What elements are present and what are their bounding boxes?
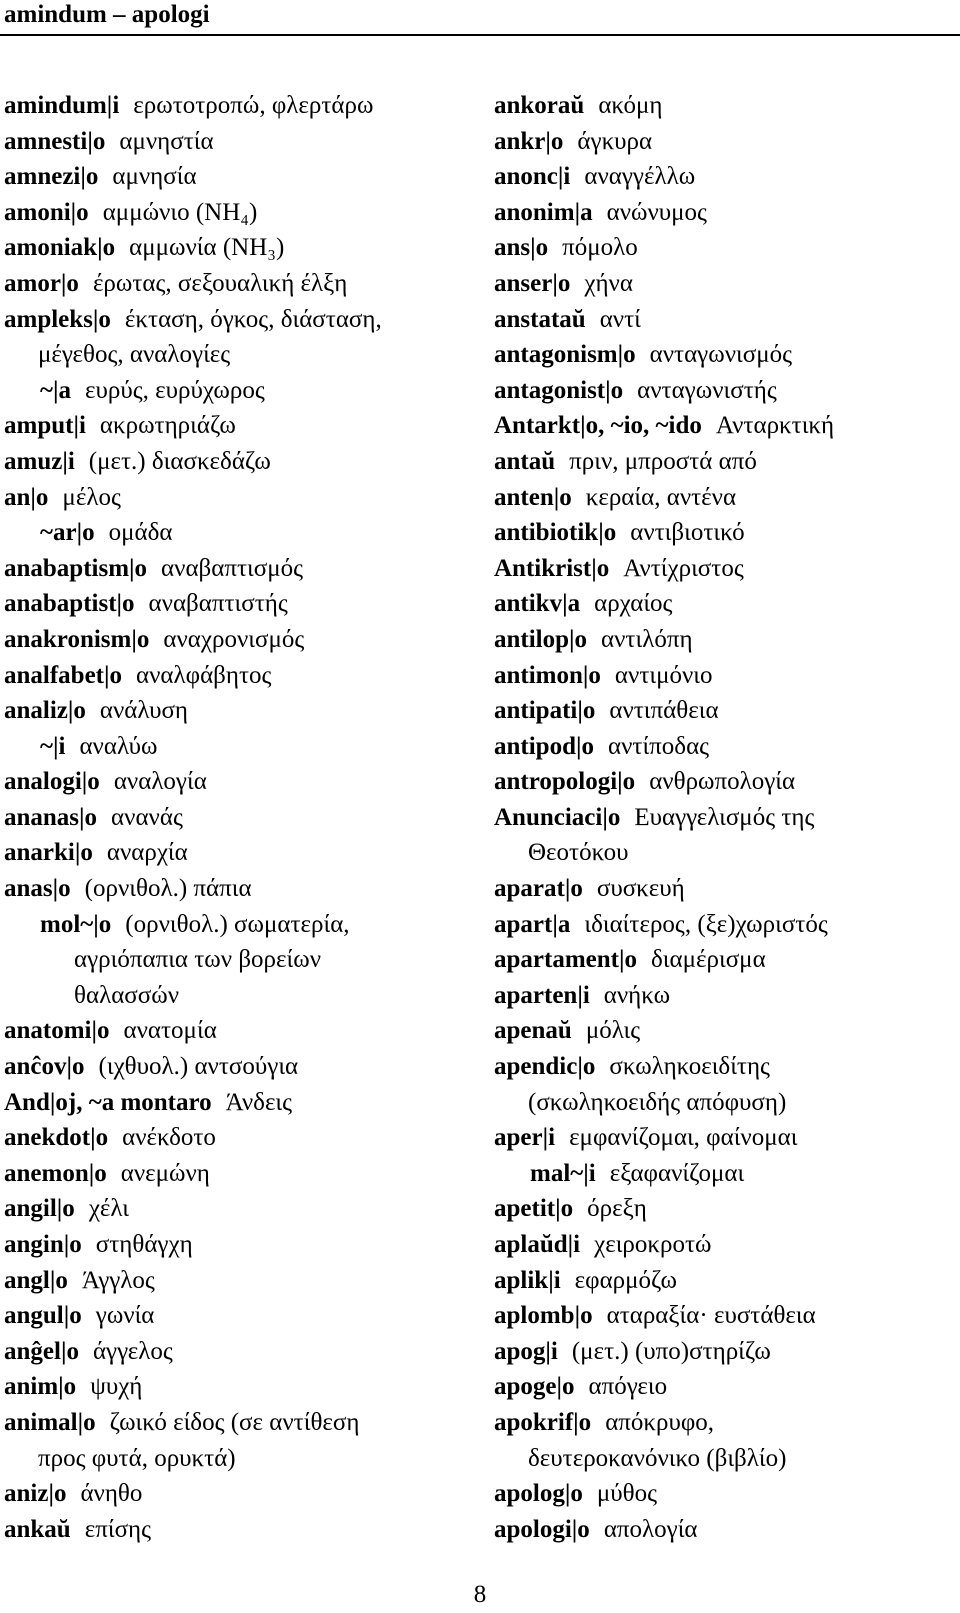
entry-headword: amindum|i — [4, 92, 120, 119]
entry-definition: μύθος — [596, 1480, 658, 1508]
page-header — [0, 0, 960, 36]
dictionary-entry — [494, 266, 956, 302]
dictionary-entry — [494, 978, 956, 1014]
entry-definition: αντίποδας — [608, 732, 710, 760]
dictionary-entry — [494, 1013, 956, 1049]
entry-headword: analiz|o — [4, 697, 86, 725]
entry-definition: μέλος — [62, 483, 121, 511]
entry-definition: Θεοτόκου — [528, 839, 629, 867]
entry-headword: anakronism|o — [4, 625, 150, 653]
entry-headword: antropologi|o — [494, 768, 636, 796]
dictionary-entry — [4, 1013, 474, 1049]
entry-headword: antilop|o — [494, 625, 588, 653]
dictionary-entry — [4, 88, 474, 124]
entry-definition: έρωτας, σεξουαλική έλξη — [92, 269, 348, 297]
entry-definition: ανεμώνη — [120, 1159, 210, 1187]
dictionary-entry — [494, 1049, 956, 1085]
entry-definition: αμνησία — [112, 163, 197, 191]
dictionary-entry — [4, 408, 474, 444]
dictionary-entry — [4, 1049, 474, 1085]
dictionary-entry — [494, 800, 956, 836]
dictionary-entry — [4, 1405, 474, 1441]
entry-headword: angin|o — [4, 1231, 82, 1258]
entry-definition: Ευαγγελισμός της — [634, 803, 815, 831]
dictionary-entry — [4, 622, 474, 658]
dictionary-entry — [4, 1227, 474, 1263]
dictionary-entry — [4, 658, 474, 694]
entry-definition: εφαρμόζω — [574, 1266, 677, 1294]
dictionary-entry — [4, 800, 474, 836]
entry-headword: ankr|o — [494, 127, 564, 155]
dictionary-entry — [494, 1085, 956, 1121]
entry-headword: apart|a — [494, 910, 571, 938]
entry-definition: άγγελος — [92, 1337, 173, 1365]
entry-headword: anim|o — [4, 1373, 77, 1401]
entry-definition: αγριόπαπια των βορείων — [74, 946, 321, 974]
entry-definition: αταραξία· ευστάθεια — [606, 1302, 816, 1330]
entry-definition: θαλασσών — [74, 981, 180, 1009]
entry-definition: αναβαπτισμός — [161, 554, 304, 582]
entry-headword: apenaŭ — [494, 1017, 572, 1045]
entry-headword: amuz|i — [4, 447, 75, 475]
entry-headword: anstataŭ — [494, 305, 586, 333]
entry-headword: anabaptism|o — [4, 554, 148, 582]
dictionary-entry — [4, 1476, 474, 1512]
entry-definition: επίσης — [84, 1515, 152, 1543]
entry-headword: aplik|i — [494, 1266, 561, 1294]
entry-definition: εμφανίζομαι, φαίνομαι — [569, 1124, 798, 1152]
entry-definition: μόλις — [585, 1017, 641, 1045]
dictionary-entry — [494, 230, 956, 266]
dictionary-entry — [4, 835, 474, 871]
dictionary-entry — [4, 444, 474, 480]
entry-definition: Άνδεις — [225, 1088, 293, 1116]
entry-definition: αναλφάβητος — [136, 661, 272, 689]
entry-definition: ζωικό είδος (σε αντίθεση — [109, 1408, 360, 1436]
entry-headword: angul|o — [4, 1302, 82, 1330]
entry-definition: ανάλυση — [99, 697, 189, 725]
dictionary-entry — [494, 1191, 956, 1227]
dictionary-entry — [494, 124, 956, 160]
dictionary-entry — [4, 942, 474, 978]
dictionary-entry — [4, 195, 474, 231]
entry-definition: (σκωληκοειδής απόφυση) — [528, 1088, 787, 1116]
entry-headword: amnezi|o — [4, 163, 99, 191]
entry-headword: aplaŭd|i — [494, 1231, 581, 1258]
entry-headword: anemon|o — [4, 1159, 107, 1187]
entry-headword: analfabet|o — [4, 661, 123, 689]
entry-definition: στηθάγχη — [95, 1231, 193, 1258]
entry-definition: απολογία — [603, 1515, 698, 1543]
entry-definition: (ιχθυολ.) αντσούγια — [98, 1053, 299, 1081]
entry-headword: antipod|o — [494, 732, 594, 760]
dictionary-entry — [494, 1405, 956, 1441]
entry-definition: αντιλόπη — [601, 625, 693, 653]
dictionary-entry — [4, 230, 474, 266]
dictionary-entry — [494, 444, 956, 480]
dictionary-entry — [494, 302, 956, 338]
dictionary-entry — [494, 1263, 956, 1299]
entry-definition: (μετ.) (υπο)στηρίζω — [571, 1337, 771, 1365]
left-column — [4, 88, 474, 1547]
entry-headword: antagonist|o — [494, 376, 624, 404]
entry-definition: έκταση, όγκος, διάσταση, — [124, 305, 382, 333]
entry-headword: aparat|o — [494, 875, 583, 903]
entry-headword: antagonism|o — [494, 341, 636, 369]
entry-definition: Αντίχριστος — [623, 554, 744, 582]
entry-definition: αντί — [599, 305, 641, 333]
entry-definition: χέλι — [88, 1195, 129, 1223]
dictionary-entry — [4, 337, 474, 373]
entry-definition: αναρχία — [106, 839, 188, 867]
entry-definition: σκωληκοειδίτης — [609, 1053, 770, 1081]
dictionary-entry — [494, 907, 956, 943]
dictionary-entry — [494, 764, 956, 800]
dictionary-entry — [494, 195, 956, 231]
entry-definition: άγκυρα — [577, 127, 653, 155]
dictionary-entry — [4, 693, 474, 729]
dictionary-entry — [4, 480, 474, 516]
entry-definition: εξαφανίζομαι — [609, 1159, 745, 1187]
entry-definition: μέγεθος, αναλογίες — [38, 341, 231, 369]
entry-headword: Anunciaci|o — [494, 803, 621, 831]
dictionary-entry — [494, 942, 956, 978]
dictionary-entry — [4, 373, 474, 409]
dictionary-entry — [4, 266, 474, 302]
entry-definition: πόμολο — [562, 234, 638, 262]
entry-definition: αντιμόνιο — [614, 661, 713, 689]
dictionary-entry — [494, 1334, 956, 1370]
dictionary-entry — [494, 693, 956, 729]
dictionary-entry — [494, 622, 956, 658]
entry-headword: apolog|o — [494, 1480, 583, 1508]
entry-headword: amoniak|o — [4, 234, 116, 262]
entry-definition: ανατομία — [123, 1017, 217, 1045]
entry-headword: aper|i — [494, 1124, 556, 1152]
dictionary-entry — [494, 835, 956, 871]
dictionary-entry — [4, 1441, 474, 1477]
dictionary-entry — [4, 1512, 474, 1548]
entry-headword: apendic|o — [494, 1053, 596, 1081]
entry-definition: κεραία, αντένα — [585, 483, 737, 511]
entry-definition: όρεξη — [587, 1195, 647, 1223]
dictionary-entry — [4, 1298, 474, 1334]
entry-definition: (μετ.) διασκεδάζω — [88, 447, 271, 475]
entry-definition: ανταγωνιστής — [637, 376, 777, 404]
dictionary-entry — [4, 729, 474, 765]
entry-headword: antikv|a — [494, 590, 581, 618]
entry-definition: αναχρονισμός — [163, 625, 305, 653]
entry-headword: anonim|a — [494, 198, 593, 226]
entry-definition: χήνα — [584, 269, 633, 297]
entry-definition: απόκρυφο, — [605, 1408, 715, 1436]
entry-definition: ιδιαίτερος, (ξε)χωριστός — [584, 910, 828, 938]
entry-headword: antaŭ — [494, 447, 556, 475]
entry-headword: animal|o — [4, 1408, 96, 1436]
entry-definition: άνηθο — [80, 1480, 143, 1508]
entry-headword: angl|o — [4, 1266, 68, 1294]
entry-headword: Antikrist|o — [494, 554, 610, 582]
entry-definition: ερωτοτροπώ, φλερτάρω — [133, 92, 374, 119]
entry-definition: ψυχή — [90, 1373, 143, 1401]
entry-definition: ανέκδοτο — [122, 1124, 216, 1152]
dictionary-entry — [494, 480, 956, 516]
entry-headword: anĝel|o — [4, 1337, 79, 1365]
entry-headword: antibiotik|o — [494, 519, 617, 547]
entry-definition: γωνία — [95, 1302, 155, 1330]
entry-definition: προς φυτά, ορυκτά) — [38, 1444, 236, 1472]
header-title: amindum – apologi — [4, 1, 210, 28]
entry-headword: apetit|o — [494, 1195, 574, 1223]
entry-definition: απόγειο — [588, 1373, 668, 1401]
dictionary-entry — [4, 1191, 474, 1227]
dictionary-entry — [494, 1227, 956, 1263]
dictionary-entry — [494, 88, 956, 124]
dictionary-entry — [4, 586, 474, 622]
entry-headword: analogi|o — [4, 768, 100, 796]
entry-definition: αναβαπτιστής — [148, 590, 288, 618]
entry-headword: antipati|o — [494, 697, 596, 725]
dictionary-entry — [4, 124, 474, 160]
entry-headword: apartament|o — [494, 946, 637, 974]
entry-definition: δευτεροκανόνικο (βιβλίο) — [528, 1444, 787, 1472]
entry-headword: ~ar|o — [40, 519, 95, 547]
entry-headword: ankoraŭ — [494, 92, 585, 119]
dictionary-entry — [494, 515, 956, 551]
entry-headword: amnesti|o — [4, 127, 106, 155]
dictionary-entry — [4, 302, 474, 338]
entry-definition: αναγγέλλω — [584, 163, 696, 191]
entry-headword: anten|o — [494, 483, 572, 511]
entry-headword: aparten|i — [494, 981, 590, 1009]
header-rule — [0, 34, 960, 36]
dictionary-entry — [4, 978, 474, 1014]
entry-headword: an|o — [4, 483, 49, 511]
dictionary-entry — [494, 408, 956, 444]
entry-headword: anĉov|o — [4, 1053, 85, 1081]
entry-headword: apokrif|o — [494, 1408, 592, 1436]
entry-headword: anser|o — [494, 269, 571, 297]
entry-headword: aplomb|o — [494, 1302, 593, 1330]
dictionary-entry — [4, 1263, 474, 1299]
entry-headword: amor|o — [4, 269, 79, 297]
entry-definition: ακρωτηριάζω — [99, 412, 236, 440]
entry-headword: apog|i — [494, 1337, 558, 1365]
dictionary-entry — [4, 871, 474, 907]
entry-definition: Άγγλος — [81, 1266, 155, 1294]
entry-definition: ανανάς — [111, 803, 183, 831]
entry-definition: ανθρωπολογία — [649, 768, 796, 796]
entry-definition: ακόμη — [598, 92, 663, 119]
entry-definition: ανταγωνισμός — [649, 341, 792, 369]
entry-headword: Antarkt|o, ~io, ~ido — [494, 412, 702, 440]
dictionary-entry — [494, 159, 956, 195]
entry-definition: πριν, μπροστά από — [569, 447, 757, 475]
entry-headword: aniz|o — [4, 1480, 67, 1508]
dictionary-entry — [4, 1085, 474, 1121]
entry-headword: angil|o — [4, 1195, 75, 1223]
entry-definition: αναλογία — [113, 768, 207, 796]
dictionary-entry — [4, 907, 474, 943]
entry-headword: anas|o — [4, 875, 71, 903]
entry-definition: χειροκροτώ — [594, 1231, 712, 1258]
entry-definition: ομάδα — [108, 519, 173, 547]
entry-headword: And|oj, ~a montaro — [4, 1088, 212, 1116]
entry-headword: anekdot|o — [4, 1124, 109, 1152]
entry-headword: mal~|i — [530, 1159, 596, 1187]
entry-definition: αντιπάθεια — [609, 697, 719, 725]
entry-headword: ~|a — [40, 376, 72, 404]
dictionary-entry — [494, 1120, 956, 1156]
entry-definition: (ορνιθολ.) πάπια — [84, 875, 252, 903]
entry-headword: mol~|o — [40, 910, 112, 938]
entry-headword: anatomi|o — [4, 1017, 110, 1045]
entry-headword: ans|o — [494, 234, 549, 262]
entry-headword: anarki|o — [4, 839, 93, 867]
entry-headword: antimon|o — [494, 661, 601, 689]
entry-definition: ανώνυμος — [606, 198, 707, 226]
dictionary-entry — [494, 1476, 956, 1512]
dictionary-entry — [494, 871, 956, 907]
dictionary-entry — [494, 551, 956, 587]
dictionary-entry — [494, 337, 956, 373]
entry-headword: anonc|i — [494, 163, 571, 191]
entry-definition: διαμέρισμα — [650, 946, 766, 974]
entry-definition: αμμώνιο (NH₄) — [102, 198, 258, 226]
entry-headword: apologi|o — [494, 1515, 590, 1543]
entry-headword: apoge|o — [494, 1373, 575, 1401]
dictionary-entry — [494, 1441, 956, 1477]
entry-headword: ~|i — [40, 732, 66, 760]
dictionary-entry — [4, 1120, 474, 1156]
entry-headword: ananas|o — [4, 803, 98, 831]
dictionary-entry — [494, 729, 956, 765]
dictionary-entry — [4, 159, 474, 195]
dictionary-entry — [494, 373, 956, 409]
entry-definition: αμμωνία (NH₃) — [129, 234, 285, 262]
dictionary-entry — [4, 551, 474, 587]
dictionary-entry — [4, 515, 474, 551]
entry-headword: anabaptist|o — [4, 590, 135, 618]
entry-definition: συσκευή — [596, 875, 685, 903]
right-column — [494, 88, 956, 1547]
dictionary-entry — [4, 764, 474, 800]
dictionary-entry — [494, 658, 956, 694]
dictionary-entry — [4, 1156, 474, 1192]
dictionary-entry — [4, 1334, 474, 1370]
entry-definition: αναλύω — [79, 732, 158, 760]
dictionary-entry — [494, 1298, 956, 1334]
page-number: 8 — [473, 1581, 487, 1608]
dictionary-entry — [494, 1512, 956, 1548]
dictionary-entry — [494, 1156, 956, 1192]
entry-definition: (ορνιθολ.) σωματερία, — [125, 910, 350, 938]
entry-definition: ευρύς, ευρύχωρος — [85, 376, 265, 404]
entry-definition: Ανταρκτική — [715, 412, 835, 440]
dictionary-entry — [494, 1369, 956, 1405]
entry-headword: amput|i — [4, 412, 86, 440]
entry-definition: ανήκω — [603, 981, 671, 1009]
entry-definition: αμνηστία — [119, 127, 214, 155]
entry-definition: αρχαίος — [594, 590, 673, 618]
entry-headword: ampleks|o — [4, 305, 111, 333]
dictionary-entry — [4, 1369, 474, 1405]
entry-headword: amoni|o — [4, 198, 89, 226]
entry-definition: αντιβιοτικό — [630, 519, 745, 547]
entry-headword: ankaŭ — [4, 1515, 71, 1543]
dictionary-entry — [494, 586, 956, 622]
